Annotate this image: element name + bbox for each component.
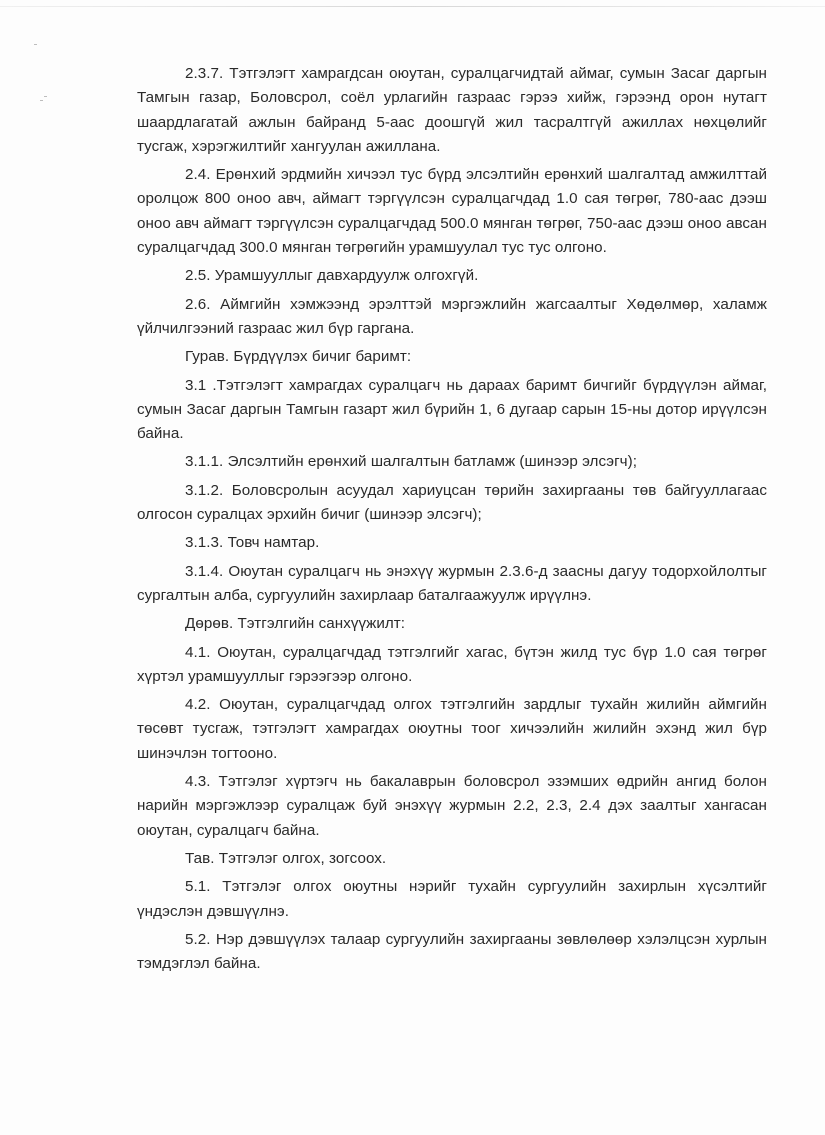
- paragraph-2-4: 2.4. Ерөнхий эрдмийн хичээл тус бүрд элсэлтийн ерөнхий шалгалтад амжилттай оролцож 800 оноо авч, аймагт тэргүүлсэн суралцагчдад 1.0 сая төгрөг, 780-аас дээш оноо авч аймагт тэргүүлсэн суралцагчдад 500.0 мянган төгрөг, 750-аас дээш оноо авсан суралцагчдад 300.0 мянган төгрөгийн урамшуулал тус тус олгоно.: [137, 166, 767, 257]
- section-heading-5: Тав. Тэтгэлэг олгох, зогсоох.: [185, 849, 387, 867]
- paragraph-2-6: 2.6. Аймгийн хэмжээнд эрэлттэй мэргэжлийн жагсаалтыг Хөдөлмөр, халамж үйлчилгээний газраас жил бүр гаргана.: [137, 295, 767, 337]
- paragraph-4-3: 4.3. Тэтгэлэг хүртэгч нь бакалаврын боловсрол эзэмших өдрийн ангид болон нарийн мэргэжлээр суралцаж буй энэхүү журмын 2.2, 2.3, 2.4 дэх заалтыг хангасан оюутан, суралцагч байна.: [137, 773, 767, 839]
- scan-top-edge: [0, 6, 825, 7]
- scan-speck: [44, 96, 47, 97]
- paragraph-3-1: 3.1 .Тэтгэлэгт хамрагдах суралцагч нь дараах баримт бичгийг бүрдүүлэн аймаг, сумын Засаг даргын Тамгын газарт жил бүрийн 1, 6 дугаар сарын 15-ны дотор ирүүлсэн байна.: [137, 376, 767, 443]
- paragraph-3-1-1: 3.1.1. Элсэлтийн ерөнхий шалгалтын батламж (шинээр элсэгч);: [185, 453, 638, 471]
- paragraph-3-1-2: 3.1.2. Боловсролын асуудал хариуцсан төрийн захиргааны төв байгууллагаас олгосон суралцах эрхийн бичиг (шинээр элсэгч);: [137, 481, 767, 524]
- section-heading-4: Дөрөв. Тэтгэлгийн санхүүжилт:: [185, 615, 406, 633]
- paragraph-2-3-7: 2.3.7. Тэтгэлэгт хамрагдсан оюутан, суралцагчидтай аймаг, сумын Засаг даргын Тамгын газар, Боловсрол, соёл урлагийн газраас гэрээ хийж, гэрээнд орон нутагт шаардлагатай ажлын байранд 5-аас доошгүй жил тасралтгүй ажиллах нөхцөлийг тусгаж, хэрэгжилтийг хангуулан ажиллана.: [137, 65, 767, 155]
- paragraph-2-5: 2.5. Урамшууллыг давхардуулж олгохгүй.: [185, 267, 479, 285]
- section-heading-3: Гурав. Бүрдүүлэх бичиг баримт:: [185, 348, 412, 366]
- document-body: [137, 62, 767, 976]
- scan-speck: [34, 44, 37, 45]
- paragraph-3-1-3: 3.1.3. Товч намтар.: [185, 534, 320, 552]
- scan-speck: [40, 100, 43, 101]
- paragraph-4-2: 4.2. Оюутан, суралцагчдад олгох тэтгэлгийн зардлыг тухайн жилийн аймгийн төсөвт тусгаж, тэтгэлэгт хамрагдах оюутны тоог хичээлийн жилийн эхэнд жил бүр шинэчлэн тогтооно.: [137, 696, 767, 762]
- paragraph-3-1-4: 3.1.4. Оюутан суралцагч нь энэхүү журмын 2.3.6-д заасны дагуу тодорхойлолтыг сургалтын алба, сургуулийн захирлаар баталгаажуулж ирүүлнэ.: [137, 562, 767, 604]
- paragraph-4-1: 4.1. Оюутан, суралцагчдад тэтгэлгийг хагас, бүтэн жилд тус бүр 1.0 сая төгрөг хүртэл урамшууллыг гэрээгээр олгоно.: [137, 643, 767, 685]
- paragraph-5-2: 5.2. Нэр дэвшүүлэх талаар сургуулийн захиргааны зөвлөлөөр хэлэлцсэн хурлын тэмдэглэл байна.: [137, 930, 767, 973]
- paragraph-5-1: 5.1. Тэтгэлэг олгох оюутны нэрийг тухайн сургуулийн захирлын хүсэлтийг үндэслэн дэвшүүлнэ.: [137, 878, 767, 920]
